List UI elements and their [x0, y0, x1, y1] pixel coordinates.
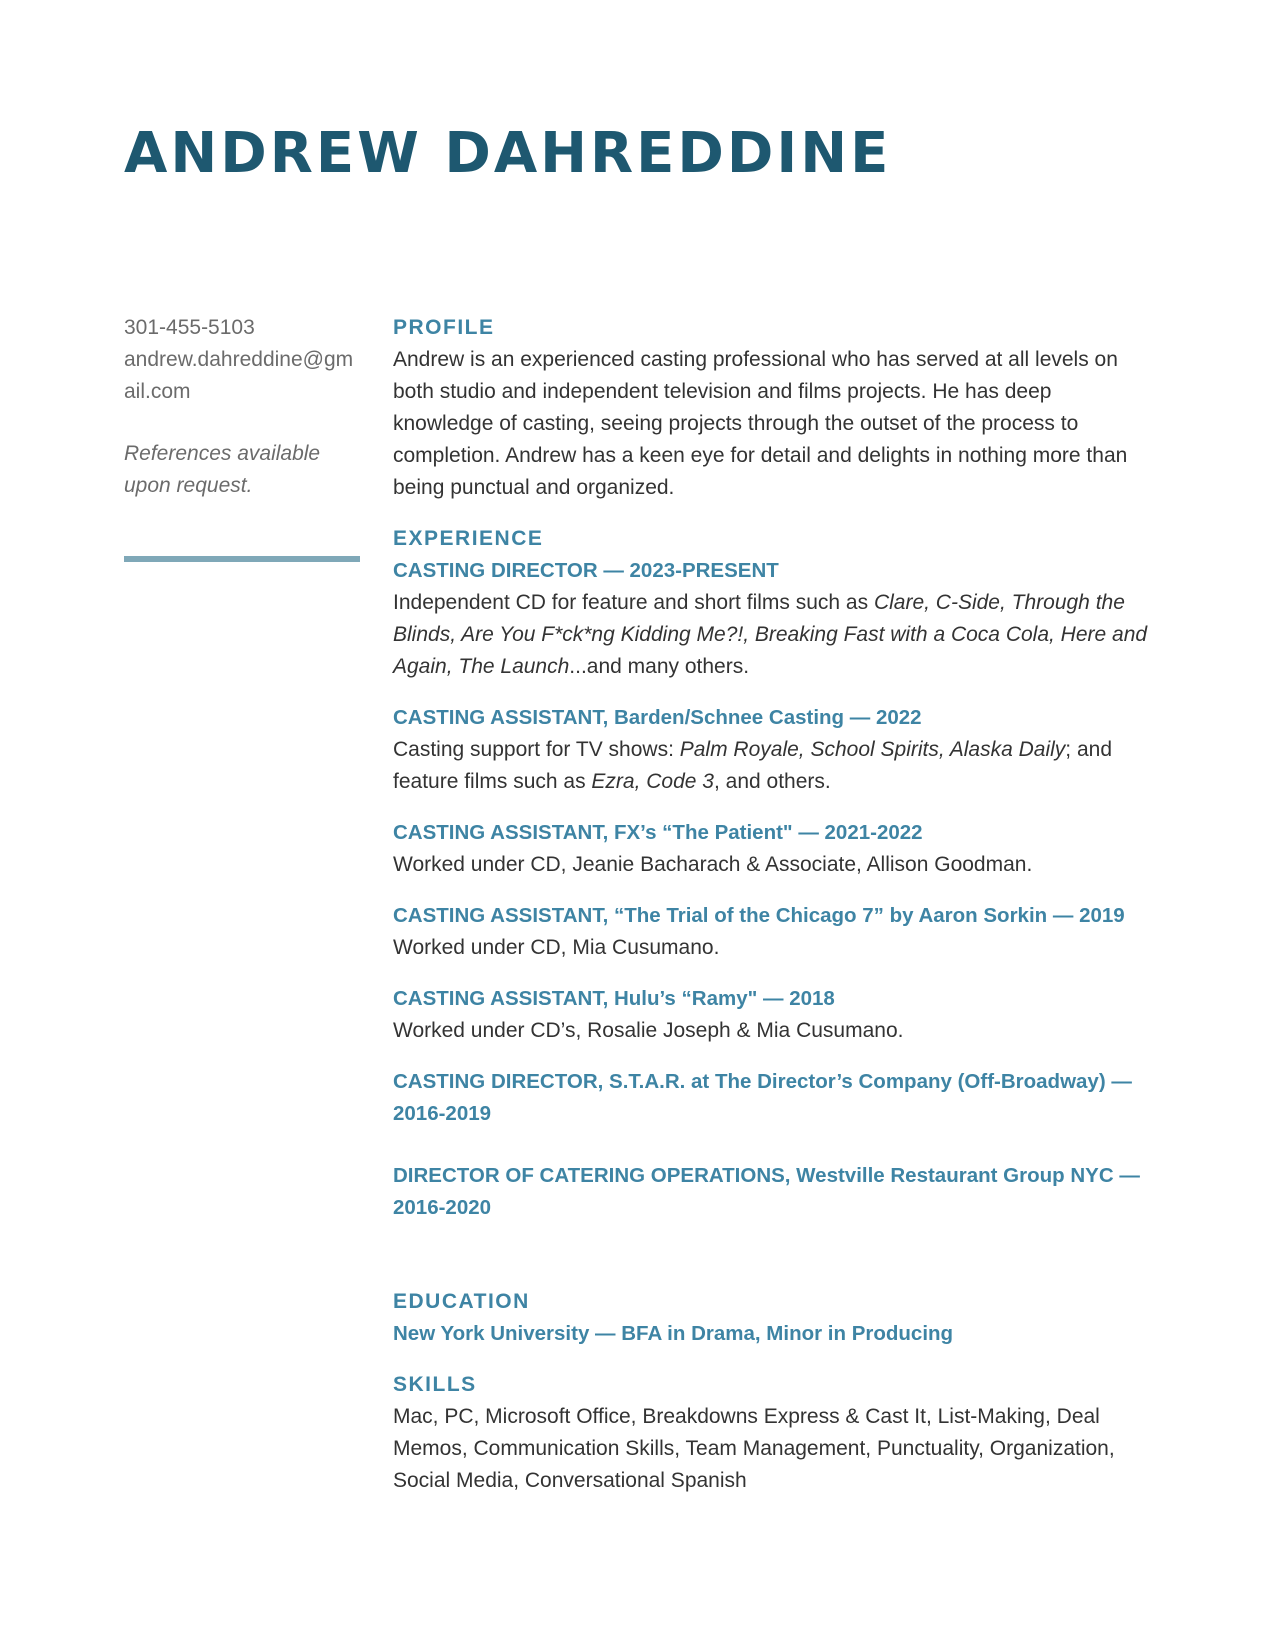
skills-heading: SKILLS [393, 1373, 477, 1396]
job-title: CASTING ASSISTANT, FX’s “The Patient" — 2021-2022 [393, 821, 923, 844]
resume-name: ANDREW DAHREDDINE [124, 121, 892, 186]
job-entry [393, 817, 1153, 881]
job-title: CASTING DIRECTOR — 2023-PRESENT [393, 559, 779, 582]
phone-number: 301-455-5103 [124, 316, 255, 339]
skills-text: Mac, PC, Microsoft Office, Breakdowns Express & Cast It, List-Making, Deal Memos, Communication Skills, Team Management, Punctuality, Organization, Social Media, Conversational Spanish [393, 1405, 1115, 1492]
job-entry [393, 900, 1153, 964]
job-entry [393, 983, 1153, 1047]
main-column [393, 312, 1153, 1497]
references-note: References available upon request. [124, 442, 321, 497]
profile-heading: PROFILE [393, 316, 495, 339]
job-title: CASTING ASSISTANT, “The Trial of the Chicago 7” by Aaron Sorkin — 2019 [393, 904, 1125, 927]
job-description: Worked under CD, Jeanie Bacharach & Associate, Allison Goodman. [393, 853, 1033, 876]
job-description: Independent CD for feature and short films such as Clare, C-Side, Through the Blinds, Are You F*ck*ng Kidding Me?!, Breaking Fast with a Coca Cola, Here and Again, The Launch...and many others. [393, 591, 1148, 678]
job-title: CASTING ASSISTANT, Hulu’s “Ramy" — 2018 [393, 987, 835, 1010]
contact-column [124, 312, 354, 502]
job-description: Worked under CD’s, Rosalie Joseph & Mia Cusumano. [393, 1019, 904, 1042]
sidebar-divider [124, 556, 360, 562]
job-title: CASTING ASSISTANT, Barden/Schnee Casting — 2022 [393, 706, 922, 729]
experience-heading: EXPERIENCE [393, 527, 544, 550]
job-description: Casting support for TV shows: Palm Royale, School Spirits, Alaska Daily; and feature films such as Ezra, Code 3, and others. [393, 738, 1113, 793]
job-entry [393, 555, 1153, 683]
education-item: New York University — BFA in Drama, Minor in Producing [393, 1322, 954, 1345]
education-heading: EDUCATION [393, 1290, 530, 1313]
job-entry [393, 1160, 1153, 1224]
job-description: Worked under CD, Mia Cusumano. [393, 936, 720, 959]
job-entry [393, 702, 1153, 798]
job-title: DIRECTOR OF CATERING OPERATIONS, Westville Restaurant Group NYC — 2016-2020 [393, 1164, 1140, 1219]
profile-text: Andrew is an experienced casting professional who has served at all levels on both studio and independent television and films projects. He has deep knowledge of casting, seeing projects through the outset of the process to completion. Andrew has a keen eye for detail and delights in nothing more than being punctual and organized. [393, 348, 1128, 499]
job-title: CASTING DIRECTOR, S.T.A.R. at The Director’s Company (Off-Broadway) — 2016-2019 [393, 1070, 1132, 1125]
job-entry [393, 1066, 1153, 1130]
email-address: andrew.dahreddine@gmail.com [124, 348, 354, 403]
